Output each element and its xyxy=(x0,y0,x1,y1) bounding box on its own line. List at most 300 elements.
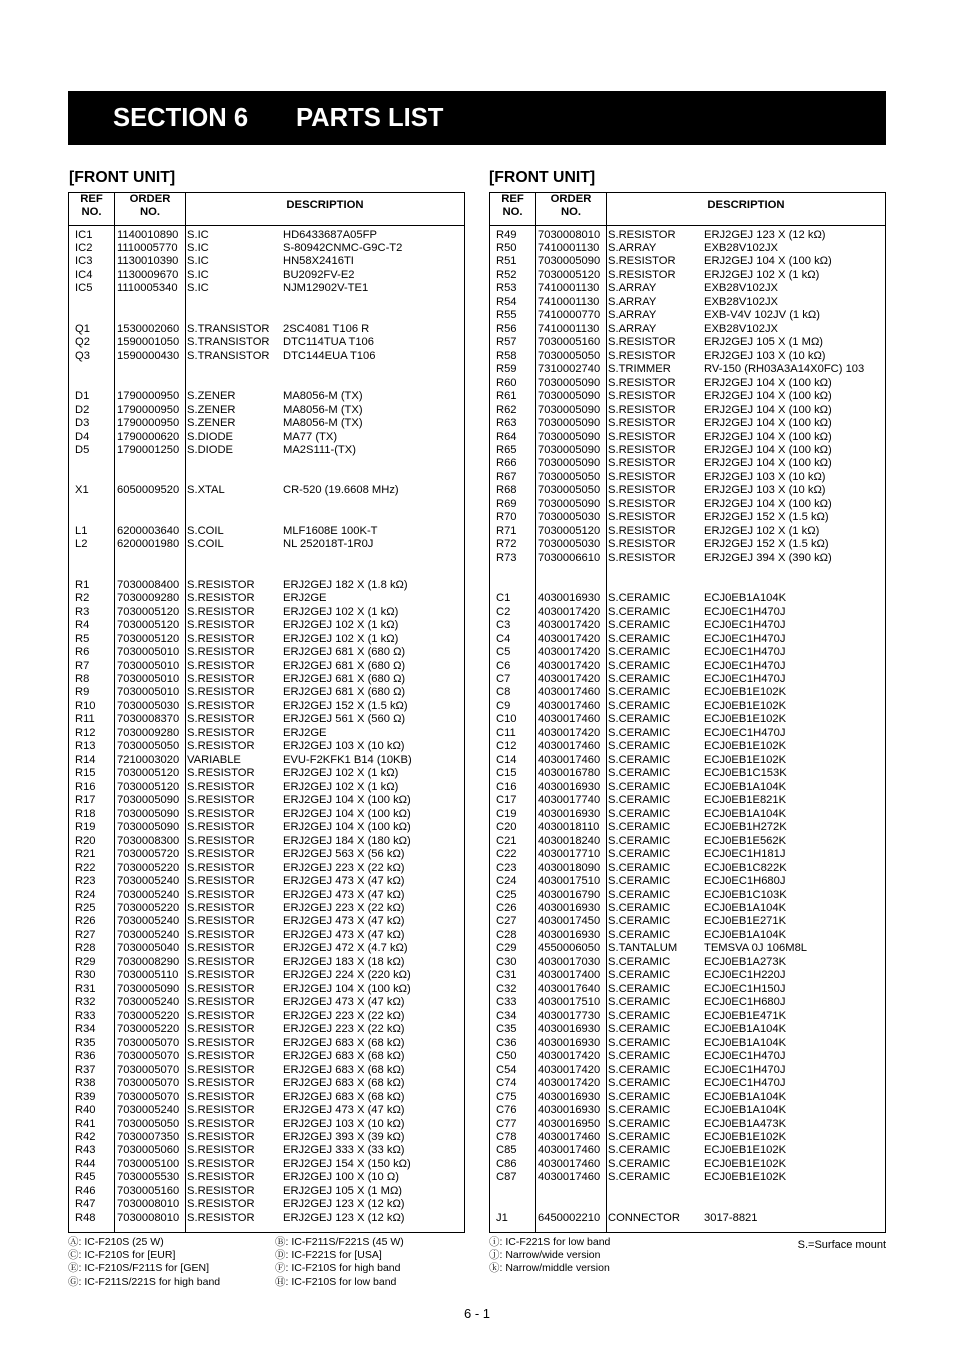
description-cell: ERJ2GEJ 103 X (10 kΩ) xyxy=(704,470,826,483)
description-cell: ECJ0EB1E102K xyxy=(704,699,787,712)
ref-no-cell: IC4 xyxy=(75,268,93,281)
ref-no-cell: R20 xyxy=(75,834,96,847)
description-cell: ERJ2GEJ 563 X (56 kΩ) xyxy=(283,848,405,861)
type-cell: S.CERAMIC xyxy=(608,673,671,685)
ref-no-cell: R28 xyxy=(75,942,96,955)
ref-no-cell: R40 xyxy=(75,1104,96,1117)
table-row xyxy=(490,646,885,659)
footnote: Ⓐ: IC-F210S (25 W) xyxy=(68,1235,164,1248)
ref-no-cell: R9 xyxy=(75,686,90,699)
type-cell: S.RESISTOR xyxy=(187,1184,255,1197)
order-no-cell: 7030005090 xyxy=(117,982,180,995)
ref-no-cell: J1 xyxy=(496,1211,508,1224)
ref-no-cell: R42 xyxy=(75,1130,96,1143)
order-no-cell: 4030017420 xyxy=(538,1063,601,1076)
table-row xyxy=(490,1050,885,1063)
type-cell: S.RESISTOR xyxy=(608,524,676,537)
table-row xyxy=(69,713,464,726)
description-cell: ERJ2GEJ 473 X (47 kΩ) xyxy=(283,928,405,941)
ref-no-cell: R36 xyxy=(75,1050,96,1063)
table-row xyxy=(69,242,464,255)
description-cell: ERJ2GEJ 103 X (10 kΩ) xyxy=(283,740,405,753)
type-cell: S.TANTALUM xyxy=(608,942,678,955)
type-cell: S.RESISTOR xyxy=(608,511,676,524)
order-no-cell: 4030017460 xyxy=(538,753,601,766)
description-cell: ERJ2GEJ 102 X (1 kΩ) xyxy=(283,780,399,793)
order-no-cell: 4030016930 xyxy=(538,807,601,820)
ref-no-cell: R38 xyxy=(75,1077,96,1090)
type-cell: S.RESISTOR xyxy=(608,497,676,510)
description-cell: ECJ0EB1A104K xyxy=(704,807,787,820)
table-row xyxy=(69,404,464,417)
table-row xyxy=(490,1118,885,1131)
order-no-cell: 4030016930 xyxy=(538,1090,601,1103)
table-row xyxy=(490,996,885,1009)
description-cell: ERJ2GEJ 223 X (22 kΩ) xyxy=(283,902,405,914)
order-no-cell: 4030016950 xyxy=(538,1117,601,1130)
order-no-cell: 7030005010 xyxy=(117,646,180,659)
order-no-cell: 7030008010 xyxy=(117,1198,180,1211)
type-cell: S.TRIMMER xyxy=(608,363,671,376)
type-cell: S.ZENER xyxy=(187,417,236,430)
table-row xyxy=(69,1144,464,1157)
type-cell: S.CERAMIC xyxy=(608,1023,671,1036)
type-cell: S.RESISTOR xyxy=(608,268,676,281)
table-row xyxy=(490,835,885,848)
type-cell: S.RESISTOR xyxy=(187,1023,255,1036)
type-cell: S.RESISTOR xyxy=(187,1063,255,1076)
table-row xyxy=(69,862,464,875)
table-row xyxy=(490,309,885,322)
type-cell: S.CERAMIC xyxy=(608,619,671,632)
type-cell: S.RESISTOR xyxy=(608,484,676,497)
type-cell: VARIABLE xyxy=(187,753,241,766)
right-table-caption: [FRONT UNIT] xyxy=(489,169,596,186)
ref-no-cell: C50 xyxy=(496,1050,517,1063)
table-row xyxy=(69,1185,464,1198)
table-row xyxy=(490,1144,885,1157)
type-cell: S.RESISTOR xyxy=(608,403,676,416)
table-row xyxy=(490,350,885,363)
order-no-cell: 7030005160 xyxy=(117,1184,180,1197)
type-cell: S.CERAMIC xyxy=(608,902,671,914)
description-cell: ERJ2GEJ 104 X (100 kΩ) xyxy=(283,794,411,807)
section-title: PARTS LIST xyxy=(296,104,444,132)
table-row xyxy=(490,754,885,767)
ref-no-cell: Q3 xyxy=(75,349,90,362)
order-no-cell: 7030008300 xyxy=(117,834,180,847)
description-cell: ERJ2GEJ 104 X (100 kΩ) xyxy=(704,255,832,268)
description-cell: 2SC4081 T106 R xyxy=(283,322,370,335)
description-cell: ECJ0EC1H680J xyxy=(704,875,786,888)
ref-no-cell: C86 xyxy=(496,1157,517,1170)
ref-no-cell: R10 xyxy=(75,699,96,712)
description-cell: ERJ2GEJ 102 X (1 kΩ) xyxy=(283,619,399,632)
order-no-cell: 7030005030 xyxy=(538,538,601,551)
table-row xyxy=(490,686,885,699)
order-no-cell: 4030017450 xyxy=(538,915,601,928)
ref-no-cell: C11 xyxy=(496,726,516,739)
type-cell: S.ARRAY xyxy=(608,309,657,322)
table-row xyxy=(69,740,464,753)
ref-no-cell: R65 xyxy=(496,444,517,457)
ref-no-cell: C31 xyxy=(496,969,517,982)
ref-no-cell: IC3 xyxy=(75,255,93,268)
type-cell: S.DIODE xyxy=(187,444,234,457)
table-row xyxy=(69,1010,464,1023)
ref-no-cell: C32 xyxy=(496,982,517,995)
type-cell: S.CERAMIC xyxy=(608,1104,671,1117)
table-row xyxy=(490,1171,885,1184)
table-row xyxy=(490,431,885,444)
description-cell: ERJ2GEJ 394 X (390 kΩ) xyxy=(704,551,832,564)
table-row xyxy=(490,606,885,619)
type-cell: S.CERAMIC xyxy=(608,848,671,861)
order-no-cell: 4030017420 xyxy=(538,646,601,659)
type-cell: S.RESISTOR xyxy=(608,457,676,470)
description-cell: ERJ2GEJ 123 X (12 kΩ) xyxy=(283,1198,405,1211)
type-cell: S.ARRAY xyxy=(608,295,657,308)
type-cell: S.CERAMIC xyxy=(608,767,671,780)
description-cell: NJM12902V-TE1 xyxy=(283,282,369,295)
description-cell: ERJ2GEJ 473 X (47 kΩ) xyxy=(283,915,405,928)
table-row xyxy=(69,229,464,242)
ref-no-cell: C5 xyxy=(496,646,511,659)
ref-no-cell: R23 xyxy=(75,875,96,888)
description-cell: ERJ2GEJ 152 X (1.5 kΩ) xyxy=(704,538,829,551)
table-row xyxy=(490,660,885,673)
type-cell: S.RESISTOR xyxy=(187,673,255,685)
ref-no-cell: R15 xyxy=(75,767,96,780)
ref-no-cell: R1 xyxy=(75,578,90,591)
description-cell: NL 252018T-1R0J xyxy=(283,538,374,551)
ref-no-cell: R3 xyxy=(75,605,90,618)
order-no-cell: 7030005090 xyxy=(538,497,601,510)
table-row xyxy=(69,336,464,349)
ref-no-cell: R16 xyxy=(75,780,96,793)
ref-no-cell: C25 xyxy=(496,888,517,901)
ref-no-cell: R57 xyxy=(496,336,517,349)
table-row xyxy=(69,781,464,794)
ref-no-cell: R53 xyxy=(496,282,517,295)
type-cell: S.CERAMIC xyxy=(608,875,671,888)
table-row xyxy=(490,471,885,484)
description-cell: ERJ2GEJ 184 X (180 kΩ) xyxy=(283,834,411,847)
ref-no-header xyxy=(69,193,114,219)
ref-no-cell: R62 xyxy=(496,403,517,416)
order-no-cell: 7410001130 xyxy=(538,295,600,308)
ref-no-cell: C6 xyxy=(496,659,511,672)
type-cell: S.RESISTOR xyxy=(187,875,255,888)
type-cell: S.RESISTOR xyxy=(187,659,255,672)
table-row xyxy=(490,942,885,955)
type-cell: S.RESISTOR xyxy=(187,646,255,659)
order-no-cell: 4030017420 xyxy=(538,605,601,618)
table-row xyxy=(69,1198,464,1211)
description-cell: ECJ0EC1H470J xyxy=(704,726,786,739)
ref-no-cell: C15 xyxy=(496,767,517,780)
type-cell: S.IC xyxy=(187,228,209,241)
description-cell: ERJ2GEJ 681 X (680 Ω) xyxy=(283,686,406,699)
order-no-cell: 4030017730 xyxy=(538,1009,601,1022)
type-cell: S.RESISTOR xyxy=(187,713,255,726)
order-no-cell: 7030005060 xyxy=(117,1144,180,1157)
type-cell: S.CERAMIC xyxy=(608,1077,671,1090)
table-row xyxy=(69,821,464,834)
description-cell: ERJ2GEJ 223 X (22 kΩ) xyxy=(283,1023,405,1036)
description-cell: ERJ2GEJ 104 X (100 kΩ) xyxy=(283,982,411,995)
ref-no-cell: R64 xyxy=(496,430,517,443)
table-row xyxy=(69,633,464,646)
order-no-cell: 4030017420 xyxy=(538,673,601,685)
type-cell: S.RESISTOR xyxy=(187,1050,255,1063)
description-cell: ERJ2GEJ 104 X (100 kΩ) xyxy=(704,497,832,510)
table-row xyxy=(490,336,885,349)
footnote: ⓘ: IC-F221S for low band xyxy=(489,1235,611,1248)
type-cell: S.CERAMIC xyxy=(608,713,671,726)
table-row xyxy=(69,444,464,457)
type-cell: S.RESISTOR xyxy=(187,861,255,874)
table-row xyxy=(490,592,885,605)
table-row xyxy=(69,1131,464,1144)
ref-no-cell: R30 xyxy=(75,969,96,982)
description-cell: ECJ0EC1H470J xyxy=(704,1063,786,1076)
order-no-cell: 4030018090 xyxy=(538,861,601,874)
ref-header-line2: NO. xyxy=(81,206,102,218)
ref-no-cell: C75 xyxy=(496,1090,517,1103)
table-row xyxy=(69,1104,464,1117)
type-cell: S.RESISTOR xyxy=(608,551,676,564)
table-row xyxy=(69,431,464,444)
type-cell: S.RESISTOR xyxy=(187,686,255,699)
order-no-cell: 7410001130 xyxy=(538,241,600,254)
order-no-cell: 4030017510 xyxy=(538,996,601,1009)
order-no-cell: 7030005050 xyxy=(538,484,601,497)
order-no-cell: 4030017420 xyxy=(538,1077,601,1090)
type-cell: S.CERAMIC xyxy=(608,1117,671,1130)
table-row xyxy=(490,552,885,565)
table-row xyxy=(69,794,464,807)
type-cell: S.ZENER xyxy=(187,403,236,416)
ref-no-cell: C17 xyxy=(496,794,517,807)
table-row xyxy=(490,619,885,632)
footnote: Ⓔ: IC-F210S/F211S for [GEN] xyxy=(68,1262,210,1275)
table-row xyxy=(490,983,885,996)
table-row xyxy=(69,1023,464,1036)
description-cell: ERJ2GEJ 681 X (680 Ω) xyxy=(283,659,406,672)
order-no-cell: 7030005120 xyxy=(117,780,180,793)
description-cell: ECJ0EB1E562K xyxy=(704,834,787,847)
type-cell: S.CERAMIC xyxy=(608,928,671,941)
type-cell: S.CERAMIC xyxy=(608,794,671,807)
table-row xyxy=(490,484,885,497)
ref-no-cell: IC5 xyxy=(75,282,93,295)
order-no-cell: 4030017460 xyxy=(538,1171,601,1184)
ref-no-header xyxy=(490,193,535,219)
type-cell: S.RESISTOR xyxy=(187,969,255,982)
table-row xyxy=(490,1023,885,1036)
description-cell: ERJ2GEJ 472 X (4.7 kΩ) xyxy=(283,942,408,955)
table-row xyxy=(490,511,885,524)
order-no-cell: 4030017420 xyxy=(538,632,601,645)
description-cell: ERJ2GEJ 154 X (150 kΩ) xyxy=(283,1157,411,1170)
order-no-cell: 4030017460 xyxy=(538,686,601,699)
ref-no-cell: R48 xyxy=(75,1211,96,1224)
order-no-cell: 7030005050 xyxy=(117,1117,180,1130)
description-cell: ERJ2GEJ 473 X (47 kΩ) xyxy=(283,996,405,1009)
ref-no-cell: Q2 xyxy=(75,336,90,349)
description-cell: MA2S111-(TX) xyxy=(283,444,356,457)
order-no-cell: 1790000950 xyxy=(117,417,180,430)
table-row xyxy=(490,1131,885,1144)
description-cell: ERJ2GEJ 393 X (39 kΩ) xyxy=(283,1130,405,1143)
type-cell: S.CERAMIC xyxy=(608,1009,671,1022)
type-cell: S.RESISTOR xyxy=(187,942,255,955)
order-no-cell: 1590000430 xyxy=(117,349,180,362)
order-no-cell: 4030017460 xyxy=(538,699,601,712)
ref-no-cell: R6 xyxy=(75,646,90,659)
type-cell: S.CERAMIC xyxy=(608,605,671,618)
order-header-line1: ORDER xyxy=(550,193,592,205)
order-no-cell: 1790000950 xyxy=(117,390,180,403)
order-no-cell: 7030005120 xyxy=(117,619,180,632)
type-cell: S.RESISTOR xyxy=(187,767,255,780)
order-no-cell: 4030018110 xyxy=(538,821,600,834)
description-cell: ECJ0EB1E271K xyxy=(704,915,787,928)
type-cell: S.TRANSISTOR xyxy=(187,322,270,335)
type-cell: S.RESISTOR xyxy=(608,255,676,268)
table-body xyxy=(69,229,464,1233)
type-cell: S.RESISTOR xyxy=(608,538,676,551)
order-no-cell: 4030017400 xyxy=(538,969,601,982)
table-row xyxy=(490,390,885,403)
table-row xyxy=(490,1037,885,1050)
table-row xyxy=(69,350,464,363)
ref-no-cell: R72 xyxy=(496,538,517,551)
ref-no-cell: C21 xyxy=(496,834,517,847)
type-cell: S.RESISTOR xyxy=(608,349,676,362)
order-no-cell: 4030017030 xyxy=(538,955,601,968)
description-cell: TEMSVA 0J 106M8L xyxy=(704,942,808,955)
type-cell: S.RESISTOR xyxy=(187,834,255,847)
ref-no-cell: C36 xyxy=(496,1036,517,1049)
table-row xyxy=(490,767,885,780)
type-cell: S.RESISTOR xyxy=(187,807,255,820)
order-no-cell: 7030005050 xyxy=(538,470,601,483)
type-cell: S.RESISTOR xyxy=(187,888,255,901)
order-no-cell: 7030008010 xyxy=(538,228,601,241)
ref-no-cell: R18 xyxy=(75,807,96,820)
order-no-cell: 4030016790 xyxy=(538,888,601,901)
ref-no-cell: R55 xyxy=(496,309,517,322)
ref-no-cell: D5 xyxy=(75,444,90,457)
description-cell: ECJ0EC1H470J xyxy=(704,1077,786,1090)
description-cell: ERJ2GEJ 683 X (68 kΩ) xyxy=(283,1063,405,1076)
description-cell: ECJ0EC1H470J xyxy=(704,605,786,618)
order-no-cell: 1530002060 xyxy=(117,322,180,335)
table-row xyxy=(490,902,885,915)
type-cell: S.CERAMIC xyxy=(608,659,671,672)
type-cell: S.CERAMIC xyxy=(608,1171,671,1184)
ref-no-cell: R70 xyxy=(496,511,517,524)
table-row xyxy=(69,1077,464,1090)
type-cell: S.RESISTOR xyxy=(187,780,255,793)
table-row xyxy=(69,525,464,538)
order-no-cell: 7030005160 xyxy=(538,336,601,349)
type-cell: S.ARRAY xyxy=(608,282,657,295)
type-cell: S.RESISTOR xyxy=(187,902,255,914)
order-no-cell: 4550006050 xyxy=(538,942,601,955)
table-row xyxy=(69,835,464,848)
description-cell: ERJ2GEJ 561 X (560 Ω) xyxy=(283,713,406,726)
type-cell: S.RESISTOR xyxy=(187,848,255,861)
description-cell: ECJ0EC1H470J xyxy=(704,619,786,632)
ref-no-cell: R66 xyxy=(496,457,517,470)
order-no-cell: 4030017460 xyxy=(538,1130,601,1143)
table-row xyxy=(490,1158,885,1171)
order-no-cell: 7030005090 xyxy=(538,403,601,416)
description-cell: MA8056-M (TX) xyxy=(283,417,363,430)
table-row xyxy=(69,956,464,969)
description-cell: ERJ2GEJ 683 X (68 kΩ) xyxy=(283,1077,405,1090)
ref-no-cell: C12 xyxy=(496,740,517,753)
ref-no-cell: R39 xyxy=(75,1090,96,1103)
order-no-cell: 7030008370 xyxy=(117,713,180,726)
order-no-cell: 1130009670 xyxy=(117,268,179,281)
order-no-cell: 7030005010 xyxy=(117,686,180,699)
table-row xyxy=(69,255,464,268)
order-no-cell: 4030016930 xyxy=(538,1104,601,1117)
description-cell: ERJ2GEJ 102 X (1 kΩ) xyxy=(704,524,820,537)
ref-no-cell: C30 xyxy=(496,955,517,968)
type-cell: S.ARRAY xyxy=(608,241,657,254)
type-cell: S.RESISTOR xyxy=(187,955,255,968)
type-cell: S.RESISTOR xyxy=(187,1077,255,1090)
ref-no-cell: R12 xyxy=(75,726,96,739)
type-cell: S.CERAMIC xyxy=(608,861,671,874)
description-cell: EXB28V102JX xyxy=(704,322,779,335)
type-cell: S.RESISTOR xyxy=(187,726,255,739)
order-no-cell: 7030005070 xyxy=(117,1077,180,1090)
order-no-cell: 7030005240 xyxy=(117,888,180,901)
type-cell: S.IC xyxy=(187,255,209,268)
ref-no-cell: C19 xyxy=(496,807,517,820)
description-cell: ECJ0EB1E102K xyxy=(704,1130,787,1143)
table-row xyxy=(69,754,464,767)
type-cell: S.CERAMIC xyxy=(608,1036,671,1049)
ref-no-cell: C20 xyxy=(496,821,517,834)
table-row xyxy=(69,1091,464,1104)
header-divider xyxy=(69,225,464,226)
order-no-cell: 7030005010 xyxy=(117,659,180,672)
left-parts-table xyxy=(68,192,465,1233)
table-row xyxy=(69,646,464,659)
type-cell: S.RESISTOR xyxy=(187,699,255,712)
description-cell: ERJ2GEJ 104 X (100 kΩ) xyxy=(704,457,832,470)
ref-no-cell: Q1 xyxy=(75,322,90,335)
order-no-cell: 7030005220 xyxy=(117,902,180,914)
description-cell: ERJ2GEJ 102 X (1 kΩ) xyxy=(704,268,820,281)
order-no-cell: 7030009280 xyxy=(117,592,180,605)
ref-no-cell: C14 xyxy=(496,753,517,766)
ref-no-cell: R25 xyxy=(75,902,96,914)
order-no-cell: 7030009280 xyxy=(117,726,180,739)
description-cell: ERJ2GEJ 152 X (1.5 kΩ) xyxy=(704,511,829,524)
type-cell: S.RESISTOR xyxy=(608,470,676,483)
order-no-cell: 7030005110 xyxy=(117,969,179,982)
type-cell: S.ARRAY xyxy=(608,322,657,335)
order-no-cell: 7030008400 xyxy=(117,578,180,591)
